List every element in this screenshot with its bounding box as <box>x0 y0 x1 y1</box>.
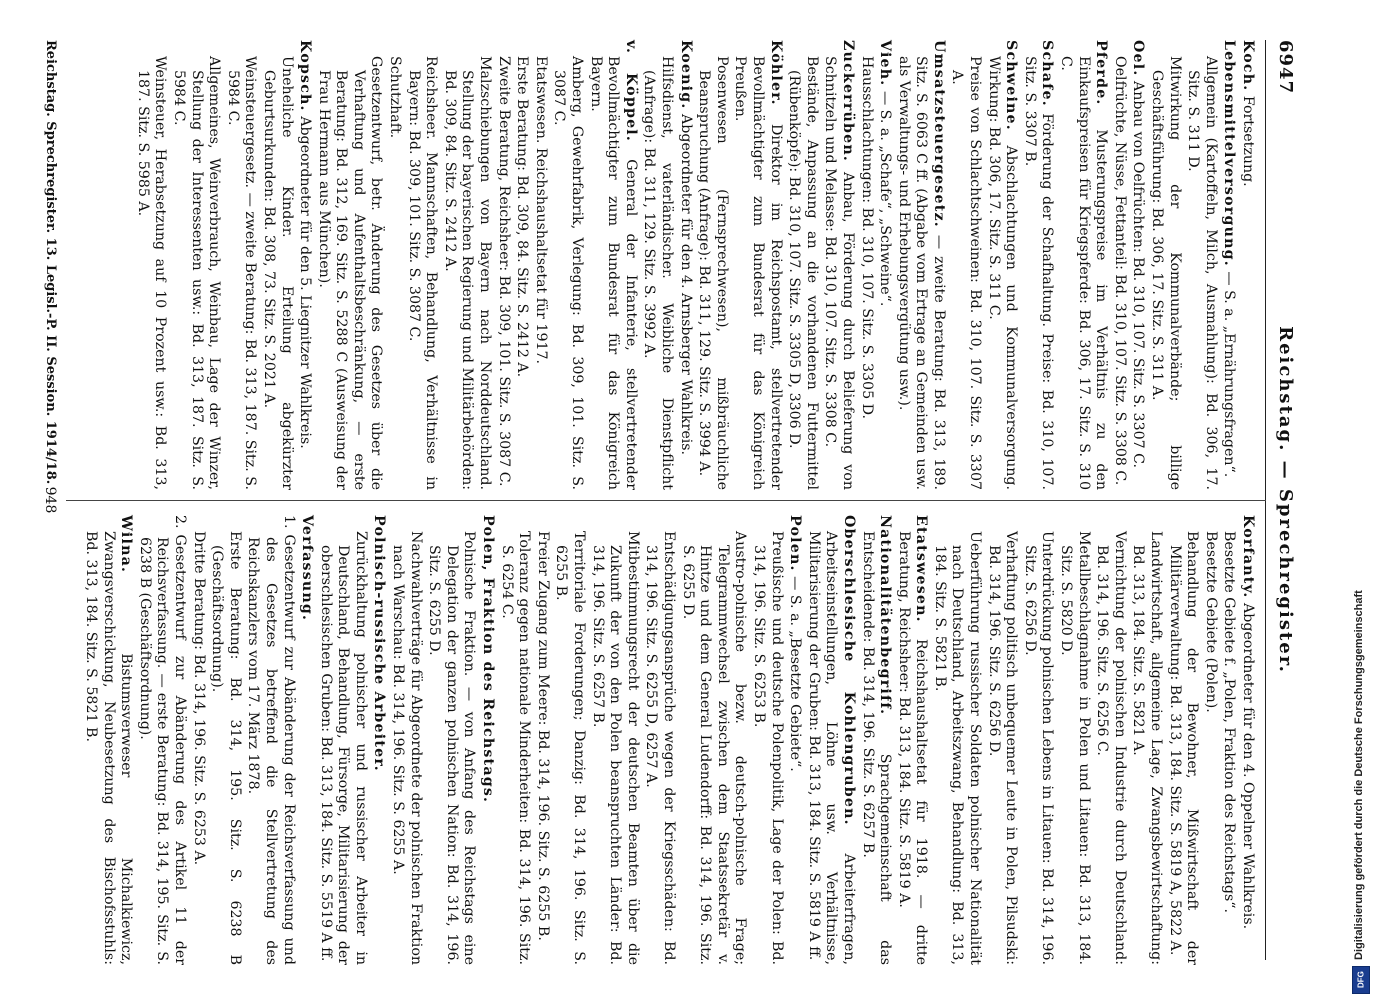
entry-text: Behandlung der Bewohner, Mißwirtschaft der Militärverwaltung: Bd. 313, 184. Sitz. S. 5819 A, 5822 A. <box>1166 531 1201 965</box>
entry-keyword: Kopsch. <box>297 40 314 112</box>
entry-keyword: Wilna. <box>118 515 135 574</box>
register-entry <box>478 515 496 965</box>
register-entry <box>749 515 784 965</box>
register-entry <box>731 40 784 490</box>
entry-text: Sprachgemeinschaft das Entscheidende: Bd. 314, 196. Sitz. S. 6257 B. <box>859 531 894 965</box>
register-entry <box>821 40 856 490</box>
register-entry <box>298 515 316 965</box>
entry-text: Mitwirkung der Kommunalverbände; billige Geschäftsführung: Bd. 306, 17. Sitz. S. 311 A. <box>1149 56 1183 490</box>
register-entry <box>296 40 314 490</box>
register-entry <box>1110 40 1128 490</box>
entry-text: Anbau von Oelfrüchten: Bd. 310, 107. Sitz. S. 3307 C. <box>1130 76 1147 469</box>
register-entry <box>389 515 424 965</box>
entry-text: Etatswesen. Reichshaushaltsetat für 1917. <box>532 56 549 365</box>
dfg-logo-icon: DFG <box>1352 966 1370 994</box>
entry-keyword: Verfassung. <box>299 515 316 622</box>
register-entry <box>930 515 983 965</box>
register-entry <box>695 40 730 490</box>
entry-keyword: Zuckerrüben. <box>839 40 856 163</box>
register-entry <box>497 515 532 965</box>
register-entry <box>1020 515 1055 965</box>
entry-text: Schutzhaft. <box>387 56 404 139</box>
register-entry <box>314 40 384 490</box>
entry-text: Hilfsdienst, vaterländischer. Weibliche Dienstpflicht (Anfrage): Bd. 311, 129. Sitz. S. 3992 A. <box>641 56 675 490</box>
entry-keyword: Schweine. <box>1003 40 1020 131</box>
entry-text: Unterdrückung polnischen Lebens in Litauen: Bd. 314, 196. Sitz. S. 6256 D. <box>1021 531 1056 965</box>
register-entry <box>494 40 512 490</box>
register-entry <box>1165 515 1200 965</box>
entry-text: Direktor im Reichspostamt, stellvertretender Bevollmächtigter zum Bundesrat für das Königreich Preußen. <box>732 56 784 490</box>
register-entry <box>857 40 875 490</box>
register-entry <box>984 515 1019 965</box>
register-entry <box>208 515 243 965</box>
entry-text: Entschädigungsansprüche wegen der Kriegsschäden: Bd. 314, 196. Sitz. S. 6255 D, 6257 A. <box>643 531 677 965</box>
register-entry <box>1056 40 1109 490</box>
register-entry <box>1184 40 1219 490</box>
entry-text: Hausschlachtungen: Bd. 310, 107. Sitz. S. 3305 D. <box>858 56 875 419</box>
entry-keyword: Polen, Fraktion des Reichstags. <box>480 515 497 804</box>
register-entry <box>676 40 694 490</box>
entry-text: — S. a. „Ernährungsfragen“. <box>1221 266 1238 478</box>
entry-text: Posenwesen (Fernsprechwesen), mißbräuchliche Beanspruchung (Anfrage): Bd. 311, 129. Sitz. S. 3994 A. <box>696 56 730 490</box>
register-entry <box>1129 515 1164 965</box>
register-entry <box>1220 515 1238 965</box>
entry-keyword: Koenig. <box>677 40 694 110</box>
entry-text: Besetzte Gebiete (Polen). <box>1202 531 1219 713</box>
entry-keyword: Polnisch-russische Arbeiter. <box>371 515 388 772</box>
entry-text: Polnische Fraktion. — von Anfang des Reichstags eine Delegation der ganzen polnischen Nation: Bd. 314, 196. Sitz. S. 6255 D. <box>426 531 478 965</box>
entry-keyword: Oberschlesische Kohlengruben. <box>840 515 857 826</box>
entry-keyword: Pferde. <box>1093 40 1110 106</box>
entry-text: Preußische und deutsche Polenpolitik, Lage der Polen: Bd. 314, 196. Sitz. S. 6253 B. <box>750 531 785 965</box>
register-entry <box>533 515 551 965</box>
register-entry <box>550 40 585 490</box>
register-entry <box>386 40 404 490</box>
footer-page-number: 948 <box>42 486 58 514</box>
entry-text: Gesetzentwurf zur Abänderung der Reichsverfassung und des Gesetzes betreffend die Stellvertretung des Reichskanzlers vom 17. März 1878. <box>245 534 297 965</box>
entry-keyword: Koch. <box>1240 40 1256 92</box>
register-entry <box>876 40 894 490</box>
register-entry <box>133 40 168 490</box>
entry-keyword: Lebensmittelversorgung. <box>1221 40 1238 267</box>
column-divider <box>66 500 1266 501</box>
register-entry <box>316 515 369 965</box>
entry-text: Toleranz gegen nationale Minderheiten: Bd. 314, 196. Sitz. S. 6254 C. <box>498 531 533 965</box>
register-entry <box>531 40 549 490</box>
entry-keyword: Korfanty. <box>1240 515 1256 599</box>
footer-note: Reichstag. Sprechregister. 13. Legisl.-P. II. Session. 1914/18. <box>43 40 58 485</box>
entry-text: Landwirtschaft, allgemeine Lage, Zwangsbewirtschaftung: Bd. 313, 184. Sitz. S. 5821 A. <box>1130 531 1165 965</box>
entry-text: Abgeordneter für den 4. Arnsberger Wahlkreis. <box>677 109 694 456</box>
register-entry <box>1129 40 1147 490</box>
register-entry <box>804 515 857 965</box>
register-entry <box>678 515 748 965</box>
entry-text: Territoriale Forderungen; Danzig: Bd. 314, 196. Sitz. S. 6255 B. <box>553 531 588 965</box>
entry-number: 2. <box>171 515 188 529</box>
entry-text: Verhaftung politisch unbequemer Leute in Polen, Pilsudski: Bd. 314, 196. Sitz. S. 6256 D. <box>985 531 1020 965</box>
page-number: 6947 <box>1275 40 1296 95</box>
register-entry <box>440 40 493 490</box>
register-entry <box>1147 40 1182 490</box>
register-entry <box>1056 515 1091 965</box>
entry-keyword: Schafe. <box>1039 40 1056 107</box>
entry-keyword: v. Köppel. <box>622 40 639 143</box>
entry-text: Mitbestimmungsrecht der deutschen Beamten über die Zukunft der von den Polen beanspruchten Länder: Bd. 314, 196. Sitz. S. 6257 B. <box>589 531 641 965</box>
entry-text: Preise von Schlachtschweinen: Bd. 310, 107. Sitz. S. 3307 A. <box>949 56 984 490</box>
entry-text: Vernichtung der polnischen Industrie durch Deutschland: Bd. 314, 196. Sitz. S. 6256 C. <box>1094 531 1128 965</box>
register-entry <box>404 40 439 490</box>
register-entry <box>259 40 294 490</box>
register-entry <box>169 40 222 490</box>
entry-number: 1. <box>280 515 297 529</box>
entry-text: — S. a. „Schafe“, „Schweine“. <box>877 86 894 307</box>
register-entry <box>513 40 531 490</box>
entry-text: Malzschiebungen von Bayern nach Norddeutschland. Stellung der bayerischen Regierung und Militärbehörden: Bd. 309, 84. Sitz. S. 2412 A. <box>441 56 494 490</box>
register-entry <box>552 515 587 965</box>
digitization-credit <box>1345 540 1375 1000</box>
entry-text: Uneheliche Kinder. Erteilung abgekürzter Geburtsurkunden: Bd. 308, 73. Sitz. S. 2021 A. <box>260 56 295 490</box>
entry-text: Erste Beratung: Bd. 309, 84. Sitz. S. 2412 A. <box>514 56 531 378</box>
entry-keyword: Umsatzsteuergesetz. <box>930 40 947 228</box>
entry-text: Allgemeines, Weinverbrauch, Weinbau, Lage der Winzer, Stellung der Interessenten usw.: Bd. 313, 187. Sitz. S. 5984 C. <box>170 56 223 490</box>
register-entry <box>223 40 258 490</box>
entry-keyword: Oel. <box>1130 40 1147 77</box>
entry-text: Abgeordneter für den 5. Liegnitzer Wahlkreis. <box>297 111 314 449</box>
entry-text: Abschlachtungen und Kommunalversorgung. Wirkung: Bd. 306, 17. Sitz. S. 311 C. <box>985 56 1020 490</box>
entry-text: Abgeordneter für den 4. Oppelner Wahlkreis. <box>1240 598 1256 930</box>
entry-text: Weinsteuer, Herabsetzung auf 10 Prozent usw.: Bd. 313, 187. Sitz. S. 5985 A. <box>134 56 169 490</box>
entry-text: Allgemein (Kartoffeln, Milch, Ausmahlung): Bd. 306, 17. Sitz. S. 311 D. <box>1185 56 1219 490</box>
left-column <box>132 40 1256 490</box>
entry-text: — S. a. „Besetzte Gebiete“. <box>787 571 804 772</box>
register-entry <box>425 515 478 965</box>
entry-text: Bistumsverweser Michalkiewicz, Zwangsverschickung, Neubesetzung des Bischofsstuhls: Bd. 313, 184. Sitz. S. 5821 B. <box>83 531 135 965</box>
entry-text: Arbeiterfragen, Arbeitseinstellungen, Löhne usw. Verhältnisse, Militarisierung der Gruben: Bd. 313, 184. Sitz. S. 5819 A ff. <box>805 531 857 965</box>
register-entry <box>948 40 983 490</box>
register-entry <box>894 40 947 490</box>
register-entry <box>894 515 929 965</box>
entry-text: — zweite Beratung: Bd. 313, 189. Sitz. S. 6063 C ff. (Abgabe vom Ertrage an Gemeinden usw. als Verwaltungs- und Erhebungsvergütung usw.). <box>895 56 947 490</box>
entry-text: Weinsteuergesetz. — zweite Beratung: Bd. 313, 187. Sitz. S. 5984 C. <box>224 56 259 490</box>
entry-text: Anbau, Förderung durch Belieferung von Schnitzeln und Melasse: Bd. 310, 107. Sitz. S. 3308 C. <box>822 56 856 490</box>
entry-text: Reichsheer. Mannschaften, Behandlung, Verhältnisse in Bayern: Bd. 309, 101. Sitz. S. 3087 C. <box>405 56 440 490</box>
entry-text: Ueberführung russischer Soldaten polnischer Nationalität nach Deutschland, Arbeitszwang, Behandlung: Bd. 313, 184. Sitz. S. 5821 B. <box>931 531 984 965</box>
entry-text: General der Infanterie, stellvertretender Bevollmächtigter zum Bundesrat für das Königreich Bayern. <box>587 56 639 490</box>
register-entry <box>370 515 388 965</box>
entry-keyword: Polen. <box>787 515 804 572</box>
register-entry <box>1093 515 1128 965</box>
entry-text: Oelfrüchte, Nüsse, Fettanteil: Bd. 310, 107. Sitz. S. 3308 C. <box>1111 56 1128 486</box>
entry-text: Nachwahlverträge für Abgeordnete der polnischen Fraktion nach Warschau: Bd. 314, 196. Sitz. S. 6255 A. <box>390 531 424 966</box>
entry-text: Gesetzentwurf, betr. Änderung des Gesetzes über die Verhaftung und Aufenthaltsbeschränkung, — erste Beratung: Bd. 312, 169. Sitz. S. 5288 C (Ausweisung der Frau Hermann aus München). <box>315 56 385 490</box>
register-entry <box>786 515 804 965</box>
register-entry <box>135 515 188 965</box>
entry-text: Metallbeschlagnahme in Polen und Litauen: Bd. 313, 184. Sitz. S. 5820 D. <box>1058 531 1092 965</box>
entry-text: Besetzte Gebiete f. „Polen, Fraktion des Reichstags“. <box>1221 531 1238 913</box>
entry-text: Reichshaushaltsetat für 1918. — dritte Beratung, Reichsheer: Bd. 313, 184. Sitz. S. 5819 A. <box>895 531 930 965</box>
page-header <box>1265 40 1300 960</box>
register-entry <box>1238 40 1256 490</box>
entry-text: Fortsetzung. <box>1240 91 1256 187</box>
register-entry <box>642 515 677 965</box>
entry-keyword: Vieh. <box>877 40 894 87</box>
entry-text: Erste Beratung: Bd. 314, 195. Sitz. S. 6238 B (Geschäftsordnung). <box>209 531 243 965</box>
register-entry <box>586 40 639 490</box>
entry-text: Förderung der Schafhaltung. Preise: Bd. 310, 107. Sitz. S. 3307 B. <box>1021 56 1056 490</box>
register-entry <box>640 40 675 490</box>
rotated-register-page <box>20 0 1320 1000</box>
register-entry <box>1220 40 1238 490</box>
register-entry <box>588 515 641 965</box>
entry-text: Musterungspreise im Verhältnis zu den Einkaufspreisen für Kriegspferde: Bd. 306, 17. Sitz. S. 310 C. <box>1058 56 1110 490</box>
register-entry <box>244 515 297 965</box>
register-entry <box>984 40 1019 490</box>
entry-keyword: Etatswesen. <box>913 515 930 623</box>
entry-text: Gesetzentwurf zur Abänderung des Artikel 11 der Reichsverfassung. — erste Beratung: Bd. 314, 195. Sitz. S. 6238 B (Geschäftsordnung). <box>136 534 188 965</box>
register-entry <box>785 40 820 490</box>
entry-text: Zurückhaltung polnischer und russischer Arbeiter in Deutschland, Behandlung, Fürsorge, Militarisierung der oberschlesischen Gruben: Bd. 313, 184. Sitz. S. 5519 A ff. <box>317 531 369 965</box>
entry-text: Dritte Beratung: Bd. 314, 196. Sitz. S. 6253 A. <box>190 531 207 866</box>
entry-text: Amberg, Gewehrfabrik, Verlegung: Bd. 309, 101. Sitz. S. 3087 C. <box>551 56 586 490</box>
entry-keyword: Nationalitätenbegriff. <box>877 515 894 716</box>
register-entry <box>189 515 207 965</box>
running-title: Reichstag. — Sprechregister. <box>1275 326 1296 674</box>
register-entry <box>1238 515 1256 965</box>
entry-text: Freier Zugang zum Meere: Bd. 314, 196. Sitz. S. 6255 B. <box>534 531 551 941</box>
register-entry <box>81 515 134 965</box>
register-entry <box>1201 515 1219 965</box>
register-entry <box>858 515 893 965</box>
entry-text: Austro-polnische bezw. deutsch-polnische Frage; Telegrammwechsel zwischen dem Staatssekretär v. Hintze und dem General Ludendorff: Bd. 314, 196. Sitz. S. 6255 D. <box>679 531 749 965</box>
right-column <box>80 515 1256 965</box>
entry-text: Zweite Beratung, Reichsheer: Bd. 309, 101. Sitz. S. 3087 C. <box>495 56 512 487</box>
credit-text: Digitalisierung gefördert durch die Deutsche Forschungsgemeinschaft <box>1353 590 1365 960</box>
entry-text: Bestände, Anpassung an die vorhandenen Futtermittel (Rübenköpfe): Bd. 310, 107. Sitz. S. 3305 D, 3306 D. <box>786 56 820 490</box>
register-entry <box>1020 40 1055 490</box>
entry-keyword: Köhler. <box>767 40 784 106</box>
